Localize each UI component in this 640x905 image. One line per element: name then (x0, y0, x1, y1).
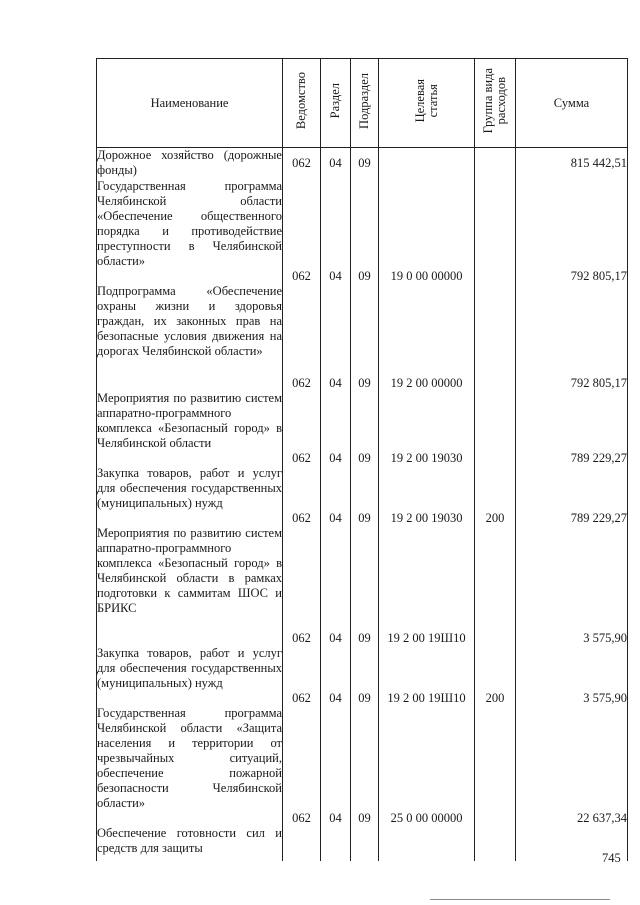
table-row (97, 148, 628, 179)
summa-cell: 3 575,90 (516, 526, 628, 646)
name-cell: Закупка товаров, работ и услуг для обеспечения государственных (муниципальных) нужд (97, 646, 283, 706)
razdel-cell: 04 (321, 526, 351, 646)
gruppa-cell (475, 526, 516, 646)
table-row (97, 826, 628, 861)
vedomstvo-cell (283, 826, 321, 861)
podrazdel-cell: 09 (351, 646, 379, 706)
vedomstvo-cell: 062 (283, 148, 321, 179)
vedomstvo-cell: 062 (283, 526, 321, 646)
table-row (97, 526, 628, 646)
podrazdel-cell: 09 (351, 706, 379, 826)
gruppa-cell (475, 179, 516, 284)
summa-cell: 3 575,90 (516, 646, 628, 706)
podrazdel-cell: 09 (351, 284, 379, 391)
razdel-cell: 04 (321, 706, 351, 826)
table-row (97, 646, 628, 706)
podrazdel-cell: 09 (351, 179, 379, 284)
vedomstvo-cell: 062 (283, 284, 321, 391)
vedomstvo-cell: 062 (283, 706, 321, 826)
bottom-rule (430, 899, 610, 900)
page-number: 745 (602, 851, 621, 865)
razdel-cell: 04 (321, 179, 351, 284)
summa-cell: 22 637,34 (516, 706, 628, 826)
summa-cell: 789 229,27 (516, 391, 628, 466)
summa-cell: 792 805,17 (516, 284, 628, 391)
name-cell: Подпрограмма «Обеспечение охраны жизни и здоровья граждан, их законных прав на безопасные условия движения на дорогах Челябинской области» (97, 284, 283, 391)
vedomstvo-cell: 062 (283, 179, 321, 284)
razdel-cell (321, 826, 351, 861)
tselevaya-statya-cell: 19 2 00 19030 (379, 391, 475, 466)
razdel-cell: 04 (321, 646, 351, 706)
vedomstvo-cell: 062 (283, 466, 321, 526)
podrazdel-cell (351, 826, 379, 861)
gruppa-cell (475, 391, 516, 466)
header-name: Наименование (97, 59, 283, 148)
gruppa-cell: 200 (475, 466, 516, 526)
name-cell: Дорожное хозяйство (дорожные фонды) (97, 148, 282, 177)
header-gruppa-vida-raskhodov: Группа вида расходов (475, 59, 516, 148)
name-cell: Закупка товаров, работ и услуг для обеспечения государственных (муниципальных) нужд (97, 466, 283, 526)
budget-table (96, 58, 628, 861)
vedomstvo-cell: 062 (283, 646, 321, 706)
razdel-cell: 04 (321, 391, 351, 466)
table-row (97, 706, 628, 826)
tselevaya-statya-cell: 19 2 00 19Ш10 (379, 646, 475, 706)
header-razdel: Раздел (321, 59, 351, 148)
razdel-cell: 04 (321, 284, 351, 391)
tselevaya-statya-cell: 19 2 00 19030 (379, 466, 475, 526)
gruppa-cell (475, 284, 516, 391)
gruppa-cell (475, 706, 516, 826)
header-summa: Сумма (516, 59, 628, 148)
table-row (97, 179, 628, 284)
name-cell: Мероприятия по развитию систем аппаратно-программного комплекса «Безопасный город» в Челябинской области (97, 391, 283, 466)
table-row (97, 284, 628, 391)
vedomstvo-cell: 062 (283, 391, 321, 466)
podrazdel-cell: 09 (351, 148, 379, 179)
podrazdel-cell: 09 (351, 466, 379, 526)
tselevaya-statya-cell (379, 148, 475, 179)
podrazdel-cell: 09 (351, 526, 379, 646)
table-header-row (97, 59, 628, 148)
gruppa-cell (475, 826, 516, 861)
tselevaya-statya-cell (379, 826, 475, 861)
tselevaya-statya-cell: 19 2 00 00000 (379, 284, 475, 391)
summa-cell: 815 442,51 (516, 148, 628, 179)
gruppa-cell (475, 148, 516, 179)
header-vedomstvo: Ведомство (283, 59, 321, 148)
tselevaya-statya-cell: 19 0 00 00000 (379, 179, 475, 284)
name-cell: Обеспечение готовности сил и средств для защиты (97, 826, 283, 861)
razdel-cell: 04 (321, 148, 351, 179)
podrazdel-cell: 09 (351, 391, 379, 466)
name-cell: Мероприятия по развитию систем аппаратно-программного комплекса «Безопасный город» в Челябинской области в рамках подготовки к саммитам ШОС и БРИКС (97, 526, 283, 646)
summa-cell: 792 805,17 (516, 179, 628, 284)
name-cell: Государственная программа Челябинской области «Обеспечение общественного порядка и противодействие преступности в Челябинской области» (97, 179, 283, 284)
razdel-cell: 04 (321, 466, 351, 526)
tselevaya-statya-cell: 19 2 00 19Ш10 (379, 526, 475, 646)
gruppa-cell: 200 (475, 646, 516, 706)
header-tselevaya-statya: Целевая статья (379, 59, 475, 148)
table-row (97, 466, 628, 526)
summa-cell: 789 229,27 (516, 466, 628, 526)
name-cell: Государственная программа Челябинской области «Защита населения и территории от чрезвычайных ситуаций, обеспечение пожарной безопасности Челябинской области» (97, 706, 283, 826)
tselevaya-statya-cell: 25 0 00 00000 (379, 706, 475, 826)
header-podrazdel: Подраздел (351, 59, 379, 148)
table-row (97, 391, 628, 466)
